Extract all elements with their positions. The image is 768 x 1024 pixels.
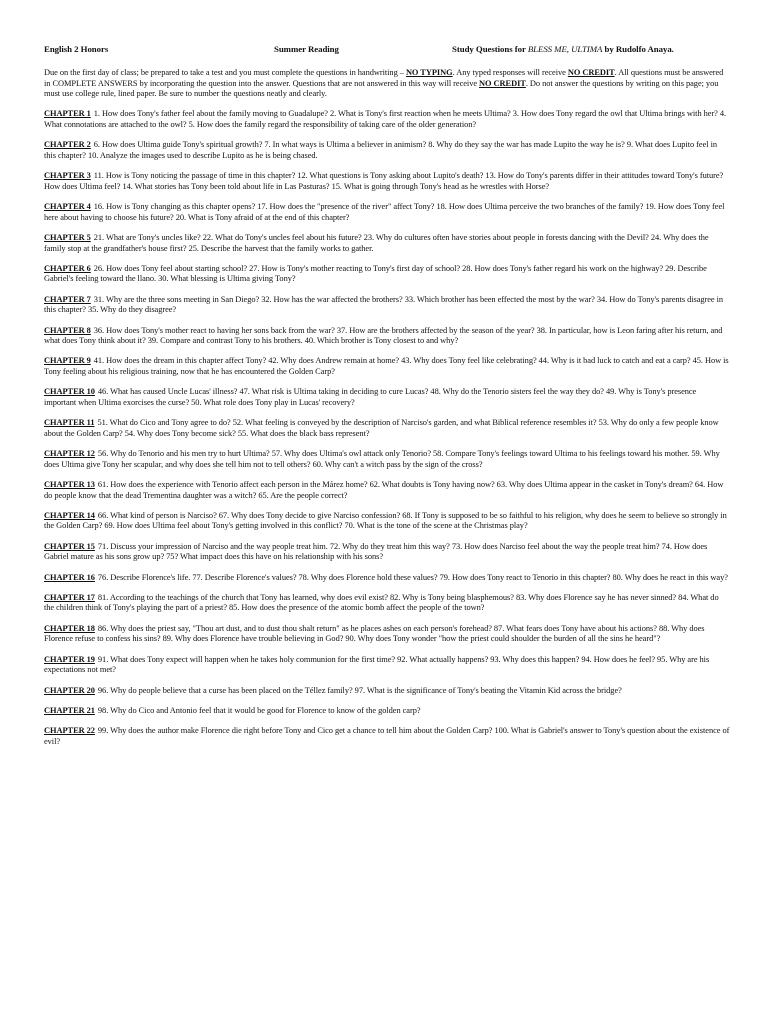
chapter-block	[44, 726, 730, 747]
chapter-label: CHAPTER 22	[44, 726, 95, 736]
chapter-questions: 98. Why do Cico and Antonio feel that it would be good for Florence to know of the golden carp?	[97, 705, 421, 715]
chapter-label: CHAPTER 18	[44, 623, 95, 633]
chapter-block	[44, 480, 730, 501]
course-title: English 2 Honors	[44, 44, 109, 54]
study-prefix: Study Questions for	[452, 44, 528, 54]
study-questions-title	[452, 44, 674, 55]
chapter-label: CHAPTER 7	[44, 294, 91, 304]
chapter-block	[44, 109, 730, 130]
chapter-questions: 31. Why are the three sons meeting in San Diego? 32. How has the war affected the brothers? 33. Which brother has been effected the most by the war? 34. How do Tony's parents disagree in this chapter? 35. Why do they disagree?	[44, 294, 724, 315]
assignment-title: Summer Reading	[274, 44, 339, 54]
chapter-block	[44, 593, 730, 614]
chapter-questions: 66. What kind of person is Narciso? 67. Why does Tony decide to give Narciso confession? 68. If Tony is supposed to be so faithful to his religion, why does he seem to believe so strongly in the Golden Carp? 69. How does Ultima feel about Tony's getting involved in this conflict? 70. What is the tone of the scene at the Christmas play?	[44, 510, 727, 531]
chapter-questions: 96. Why do people believe that a curse has been placed on the Téllez family? 97. What is the significance of Tony's beating the Vitamin Kid across the bridge?	[97, 685, 622, 695]
chapter-questions: 1. How does Tony's father feel about the family moving to Guadalupe? 2. What is Tony's first reaction when he meets Ultima? 3. How does Tony regard the owl that Ultima brings with her? 4. What connotations are attached to the owl? 5. How does the family regard the responsibility of taking care of the older generation?	[44, 109, 727, 130]
chapter-block	[44, 326, 730, 347]
chapter-label: CHAPTER 13	[44, 479, 95, 489]
chapter-questions: 81. According to the teachings of the church that Tony has learned, why does evil exist? 82. Why is Tony being blasphemous? 83. Why does Florence say he has never sinned? 84. What do the children think of Tony's playing the part of a priest? 85. How does the presence of the atomic bomb affect the people of the town?	[44, 592, 719, 613]
chapter-block	[44, 387, 730, 408]
chapter-questions: 11. How is Tony noticing the passage of time in this chapter? 12. What questions is Tony asking about Lupito's death? 13. How do Tony's parents differ in their attitudes toward Tony's future? How does Ultima feel? 14. What stories has Tony been told about life in Las Pasturas? 15. What is going through Tony's head as he wrestles with Horse?	[44, 171, 724, 191]
chapter-block	[44, 418, 730, 439]
chapter-block	[44, 624, 730, 645]
chapter-questions: 41. How does the dream in this chapter affect Tony? 42. Why does Andrew remain at home? 43. Why does Tony feel like celebrating? 44. Why is it bad luck to catch and eat a carp? 45. How is Tony feeling about his religious training, now that he has encountered the Golden Carp?	[44, 356, 729, 377]
intro-text-3: . All questions must be answered in COMPLETE ANSWERS by incorporating the question into the answer. Questions that are not answered in this way will receive	[44, 68, 724, 88]
chapter-label: CHAPTER 19	[44, 654, 95, 664]
chapter-label: CHAPTER 20	[44, 685, 95, 695]
chapter-label: CHAPTER 1	[44, 109, 91, 119]
chapter-questions: 71. Discuss your impression of Narciso and the way people treat him. 72. Why do they treat him this way? 73. How does Narciso feel about the way the people treat him? 74. How does Gabriel mature as his sons grow up? 75? What impact does this have on his relationship with his sons?	[44, 541, 708, 562]
intro-text-1: Due on the first day of class; be prepared to take a test and you must complete the questions in handwriting –	[44, 68, 406, 77]
chapter-questions: 51. What do Cico and Tony agree to do? 52. What feeling is conveyed by the description of Narciso's garden, and what Biblical reference resembles it? 53. Why do only a few people know about the Golden Carp? 54. Why does Tony become sick? 55. What does the black bass represent?	[44, 418, 719, 438]
chapter-block	[44, 295, 730, 316]
chapter-questions: 16. How is Tony changing as this chapter opens? 17. How does the "presence of the river" affect Tony? 18. How does Ultima perceive the two branches of the family? 19. How does Tony feel here about having to choose his future? 20. What is Tony afraid of at the end of this chapter?	[44, 202, 725, 222]
chapter-questions: 61. How does the experience with Tenorio affect each person in the Márez home? 62. What doubts is Tony having now? 63. Why does Ultima appear in the casket in Tony's dream? 64. How do people know that the dead Trementina daughter was a witch? 65. Are the people correct?	[44, 479, 724, 500]
chapter-questions: 46. What has caused Uncle Lucas' illness? 47. What risk is Ultima taking in deciding to cure Lucas? 48. Why do the Tenorio sisters feel the way they do? 49. Why is Tony's presence important when Ultima exorcises the curse? 50. What role does Tony play in Lucas' recovery?	[44, 387, 697, 407]
chapter-label: CHAPTER 21	[44, 705, 95, 715]
chapter-label: CHAPTER 17	[44, 592, 95, 602]
no-credit-emphasis-2: NO CREDIT	[479, 78, 526, 88]
chapter-questions: 76. Describe Florence's life. 77. Describe Florence's values? 78. Why does Florence hold these values? 79. How does Tony react to Tenorio in this chapter? 80. Why does he react in this way?	[97, 572, 728, 582]
chapter-label: CHAPTER 3	[44, 171, 91, 181]
chapter-label: CHAPTER 4	[44, 202, 91, 212]
chapter-block	[44, 202, 730, 223]
chapter-questions: 21. What are Tony's uncles like? 22. What do Tony's uncles feel about his future? 23. Why do cultures often have stories about people in forests dancing with the Devil? 24. Why does the family stop at the grandfather's house first? 25. Describe the harvest that the family works to gather.	[44, 232, 709, 253]
chapter-block	[44, 264, 730, 285]
chapter-label: CHAPTER 10	[44, 387, 95, 397]
chapter-label: CHAPTER 6	[44, 263, 91, 273]
chapter-block	[44, 233, 730, 254]
no-credit-emphasis-1: NO CREDIT	[567, 68, 615, 77]
chapter-questions: 86. Why does the priest say, "Thou art dust, and to dust thou shalt return" as he places ashes on each person's forehead? 87. What fears does Tony have about his actions? 88. Why does Florence refuse to confess his sins? 89. Why does Florence have trouble believing in God? 90. Why does Tony wonder "how the priest could shoulder the burden of all the sins he heard"?	[44, 623, 705, 644]
chapter-label: CHAPTER 15	[44, 541, 95, 551]
chapter-questions: 36. How does Tony's mother react to having her sons back from the war? 37. How are the brothers affected by the season of the year? 38. In particular, how is Leon faring after his return, and what does Tony think about it? 39. Compare and contrast Tony to his brothers. 40. Which brother is Tony closest to and why?	[44, 325, 723, 346]
chapter-questions: 99. Why does the author make Florence die right before Tony and Cico get a chance to tell him about the Golden Carp? 100. What is Gabriel's answer to Tony's question about the existence of evil?	[44, 726, 730, 746]
chapter-questions: 26. How does Tony feel about starting school? 27. How is Tony's mother reacting to Tony's first day of school? 28. How does Tony's father regard his work on the highway? 29. Describe Gabriel's feeling toward the llano. 30. What blessing is Ultima giving Tony?	[44, 263, 707, 284]
chapter-block	[44, 573, 730, 584]
author-name: by Rudolfo Anaya.	[602, 44, 674, 54]
chapter-label: CHAPTER 9	[44, 356, 91, 366]
chapter-block	[44, 140, 730, 161]
page-header	[44, 44, 730, 58]
book-title: BLESS ME, ULTIMA	[527, 44, 603, 54]
chapter-questions: 56. Why do Tenorio and his men try to hurt Ultima? 57. Why does Ultima's owl attack only Tenorio? 58. Compare Tony's feelings toward Ultima to his feelings toward his mother. 59. Why does Ultima give Tony her scapular, and why does she tell him not to tell others? 60. Why can't a witch pass by the sign of the cross?	[44, 449, 720, 469]
chapter-block	[44, 542, 730, 563]
chapter-label: CHAPTER 14	[44, 510, 95, 520]
chapter-questions: 6. How does Ultima guide Tony's spiritual growth? 7. In what ways is Ultima a believer in animism? 8. Why do they say the war has made Lupito the way he is? 9. What does Lupito feel in this chapter? 10. Analyze the images used to describe Lupito as he is being chased.	[44, 140, 717, 160]
chapter-label: CHAPTER 2	[44, 140, 91, 150]
chapter-block	[44, 356, 730, 377]
intro-text-2: . Any typed responses will receive	[452, 68, 568, 77]
chapter-label: CHAPTER 5	[44, 232, 91, 242]
chapter-block	[44, 449, 730, 470]
chapter-block	[44, 511, 730, 532]
chapter-questions-list	[44, 109, 730, 747]
chapter-questions: 91. What does Tony expect will happen when he takes holy communion for the first time? 92. What actually happens? 93. Why does this happen? 94. How does he feel? 95. Why are his expectations not met?	[44, 654, 710, 675]
chapter-label: CHAPTER 16	[44, 572, 95, 582]
chapter-label: CHAPTER 11	[44, 418, 95, 428]
no-typing-emphasis: NO TYPING	[405, 68, 453, 77]
chapter-block	[44, 171, 730, 192]
chapter-label: CHAPTER 8	[44, 325, 91, 335]
chapter-label: CHAPTER 12	[44, 449, 95, 459]
chapter-block	[44, 706, 730, 717]
intro-text-4: . Do not answer the questions by writing on this page; you must use college rule, lined paper. Be sure to number the questions neatly and clearly.	[44, 78, 719, 99]
chapter-block	[44, 655, 730, 676]
instructions-paragraph	[44, 68, 730, 100]
chapter-block	[44, 686, 730, 697]
